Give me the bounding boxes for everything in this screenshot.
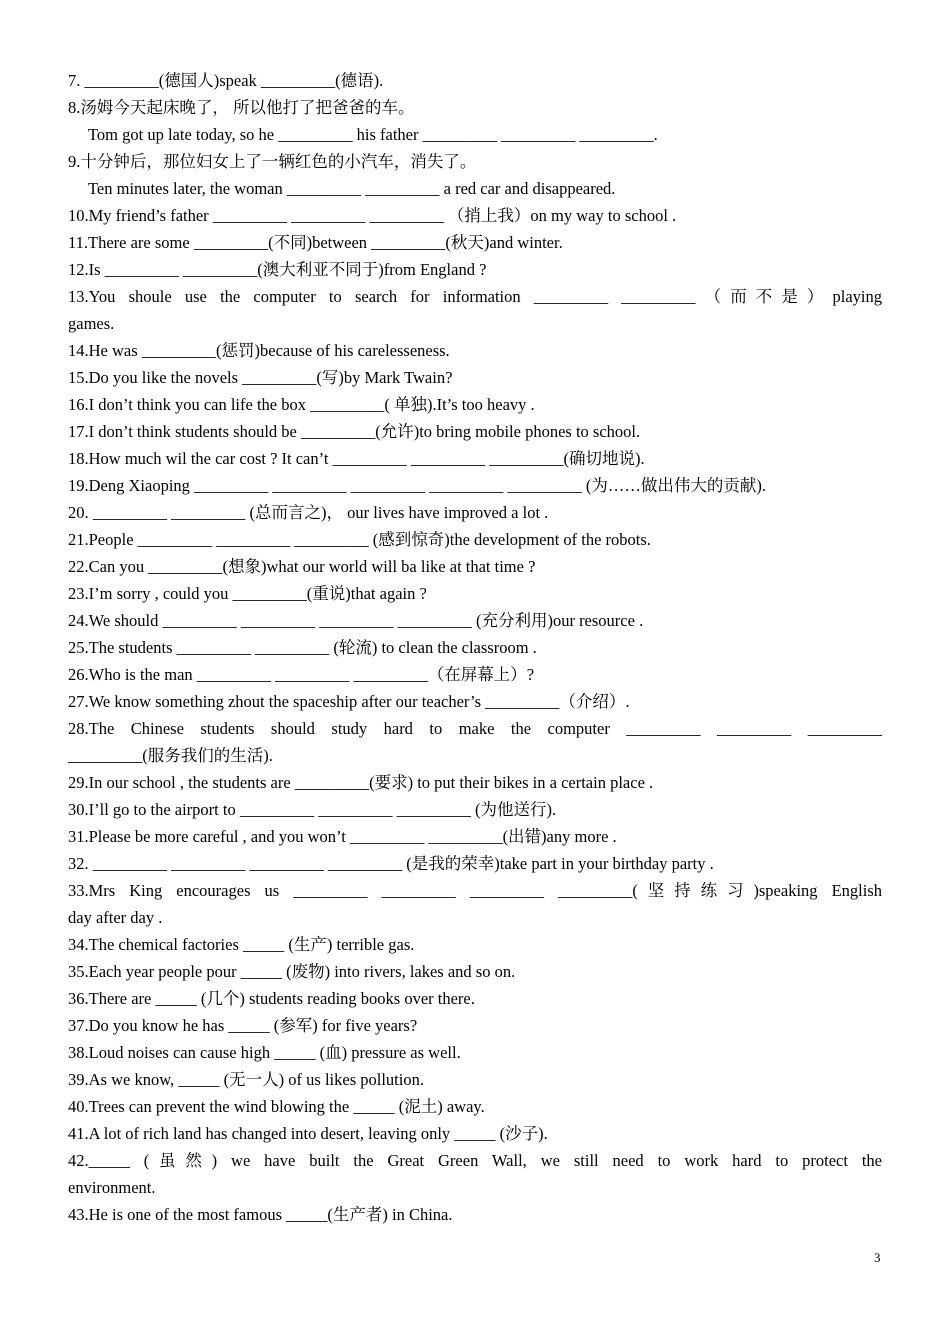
exercise-13: 13.You shoule use the computer to search for information _________ _________（而不是）playing [68,287,882,306]
exercise-43: 43.He is one of the most famous _____(生产者) in China. [68,1205,453,1224]
exercise-41: 41.A lot of rich land has changed into desert, leaving only _____ (沙子). [68,1124,548,1143]
exercise-36: 36.There are _____ (几个) students reading books over there. [68,989,475,1008]
exercise-16: 16.I don’t think you can life the box _________( 单独).It’s too heavy . [68,395,535,414]
exercise-12: 12.Is _________ _________(澳大利亚不同于)from England ? [68,260,487,279]
exercise-17: 17.I don’t think students should be _________(允许)to bring mobile phones to school. [68,422,641,441]
exercise-23: 23.I’m sorry , could you _________(重说)that again ? [68,584,427,603]
exercise-35: 35.Each year people pour _____ (废物) into rivers, lakes and so on. [68,962,516,981]
worksheet-page [68,67,882,1228]
exercise-9-chinese: 9.十分钟后，那位妇女上了一辆红色的小汽车，消失了。 [68,152,477,171]
exercise-33: 33.Mrs King encourages us _________ _________ _________ _________(坚持练习)speaking English [68,881,882,900]
exercise-9-english: Ten minutes later, the woman _________ _________ a red car and disappeared. [88,179,616,198]
exercise-8-english: Tom got up late today, so he _________ his father _________ _________ _________. [88,125,658,144]
exercise-10: 10.My friend’s father _________ _________ _________ （捎上我）on my way to school . [68,206,677,225]
page-number: 3 [874,1250,881,1265]
exercise-20: 20. _________ _________ (总而言之)， our lives have improved a lot . [68,503,549,522]
exercise-40: 40.Trees can prevent the wind blowing the _____ (泥土) away. [68,1097,485,1116]
exercise-21: 21.People _________ _________ _________ (感到惊奇)the development of the robots. [68,530,651,549]
exercise-19: 19.Deng Xiaoping _________ _________ _________ _________ _________ (为……做出伟大的贡献). [68,476,767,495]
exercise-15: 15.Do you like the novels _________(写)by Mark Twain? [68,368,453,387]
exercise-42-continued: environment. [68,1178,156,1197]
exercise-13-continued: games. [68,314,115,333]
exercise-26: 26.Who is the man _________ _________ _________（在屏幕上）? [68,665,535,684]
exercise-27: 27.We know something zhout the spaceship after our teacher’s _________（介绍）. [68,692,630,711]
exercise-7: 7. _________(德国人)speak _________(德语). [68,71,384,90]
exercise-28-continued: _________(服务我们的生活). [68,746,273,765]
exercise-42: 42._____ (虽然) we have built the Great Green Wall, we still need to work hard to protect the [68,1151,882,1170]
exercise-38: 38.Loud noises can cause high _____ (血) pressure as well. [68,1043,461,1062]
exercise-31: 31.Please be more careful , and you won’t _________ _________(出错)any more . [68,827,617,846]
exercise-24: 24.We should _________ _________ _________ _________ (充分利用)our resource . [68,611,644,630]
exercise-39: 39.As we know, _____ (无一人) of us likes pollution. [68,1070,424,1089]
exercise-22: 22.Can you _________(想象)what our world will ba like at that time ? [68,557,536,576]
exercise-11: 11.There are some _________(不同)between _________(秋天)and winter. [68,233,563,252]
exercise-29: 29.In our school , the students are _________(要求) to put their bikes in a certain place . [68,773,654,792]
exercise-37: 37.Do you know he has _____ (参军) for five years? [68,1016,418,1035]
exercise-25: 25.The students _________ _________ (轮流) to clean the classroom . [68,638,537,657]
exercise-8-chinese: 8.汤姆今天起床晚了， 所以他打了把爸爸的车。 [68,98,415,117]
exercise-33-continued: day after day . [68,908,163,927]
exercise-28: 28.The Chinese students should study hard to make the computer _________ _________ _________ [68,719,882,738]
exercise-18: 18.How much wil the car cost ? It can’t _________ _________ _________(确切地说). [68,449,645,468]
exercise-14: 14.He was _________(惩罚)because of his carelesseness. [68,341,450,360]
exercise-30: 30.I’ll go to the airport to _________ _________ _________ (为他送行). [68,800,557,819]
exercise-34: 34.The chemical factories _____ (生产) terrible gas. [68,935,415,954]
exercise-32: 32. _________ _________ _________ _________ (是我的荣幸)take part in your birthday party . [68,854,714,873]
